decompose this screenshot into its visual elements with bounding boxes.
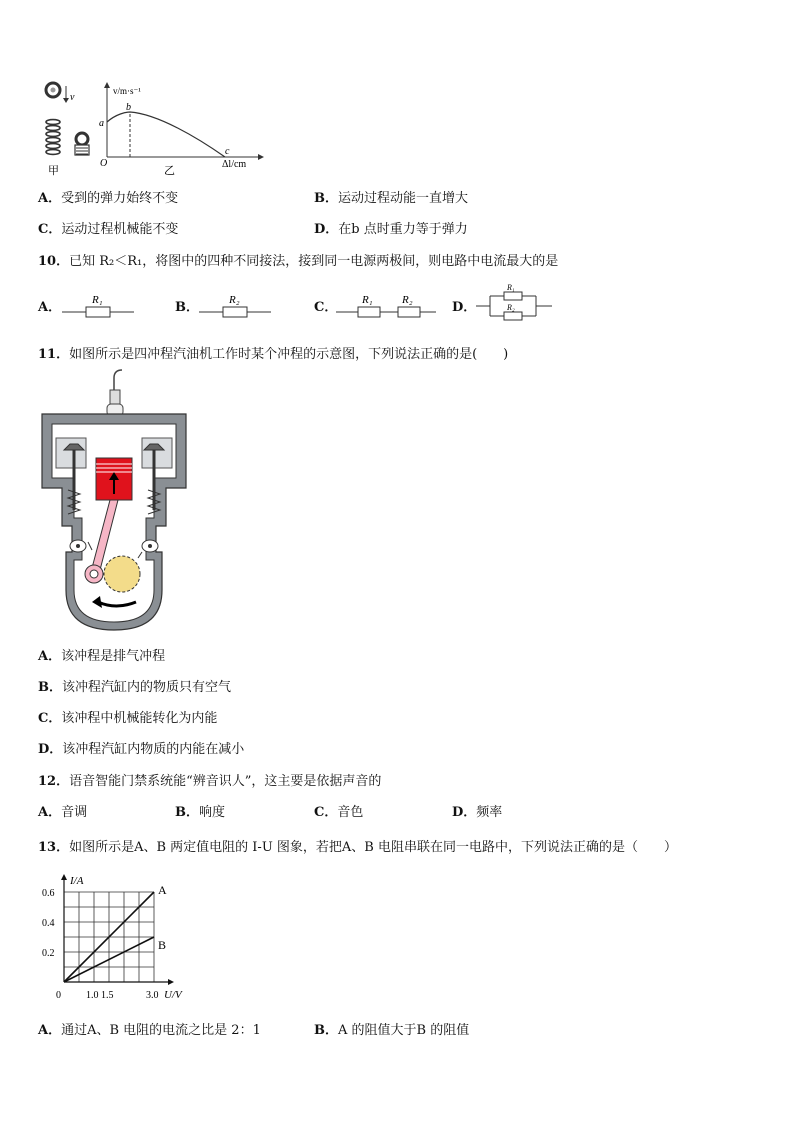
q10-circuit-b [199,288,275,322]
q9-option-a [38,187,178,206]
crank-disc [104,556,140,592]
x-axis-label: Δl/cm [222,159,247,170]
exhaust-port [142,438,172,468]
label-yi: 乙 [164,165,175,177]
q9-option-c [38,218,178,237]
q13-number: 13． [38,840,70,855]
y-axis-arrow [61,874,67,880]
q9-option-d [314,218,468,237]
q9-option-b-text: 运动过程动能一直增大 [338,191,469,206]
point-b-label: b [126,102,131,113]
q12-option-a-text: 音调 [61,805,88,820]
q10-option-d-letter: D． [452,300,477,315]
q11-option-a-letter: A． [38,649,62,664]
q10-circuit-d [476,282,556,324]
iu-chart-svg [38,868,198,1006]
q12-option-c-text: 音色 [337,805,364,820]
q11-option-b-letter: B． [38,680,62,695]
q13-option-b-text: A 的阻值大于B 的阻值 [338,1023,470,1038]
q13-stem [38,836,677,855]
q12-option-d [452,801,502,820]
q12-option-c-letter: C． [314,805,338,820]
y-tick-label: 0.6 [42,888,55,899]
y-axis-arrow [104,82,110,88]
q12-number: 12． [38,774,70,789]
q10-option-a [38,288,138,322]
q10-option-a-letter: A． [38,300,62,315]
q12-option-a [38,801,87,820]
q11-option-d-letter: D． [38,742,63,757]
q9-option-a-text: 受到的弹力始终不变 [61,191,179,206]
q10-option-c [314,288,439,322]
x-axis-arrow [168,979,174,985]
spark-plug-icon [110,390,120,404]
y-tick-label: 0.2 [42,948,55,959]
y-tick-label: 0.4 [42,918,55,929]
y-axis-label: I/A [70,875,84,887]
q13-option-a [38,1019,261,1038]
q9-option-b [314,187,468,206]
q13-option-a-text: 通过A、B 电阻的电流之比是 2：1 [61,1023,261,1038]
resistor-label-1: R₁ [507,283,515,292]
q9-option-b-letter: B． [314,191,338,206]
q9-figure-svg [38,78,268,182]
spark-plug-wire [114,370,122,390]
q13-option-b-letter: B． [314,1023,338,1038]
q11-option-c-text: 该冲程中机械能转化为内能 [61,711,218,726]
q10-number: 10． [38,254,70,269]
q9-figure [38,78,268,182]
q9-option-c-text: 运动过程机械能不变 [61,222,179,237]
resistor-label: R₂ [229,294,240,306]
q10-option-d [452,282,562,324]
q11-stem [38,343,508,362]
x-tick-label: 1.0 [86,990,99,1001]
exhaust-cam-pin [148,544,152,548]
q13-option-b [314,1019,469,1038]
q10-option-b-letter: B． [175,300,199,315]
q11-option-b-text: 该冲程汽缸内的物质只有空气 [62,680,232,695]
q13-option-a-letter: A． [38,1023,62,1038]
q11-option-c-letter: C． [38,711,62,726]
q11-option-d-text: 该冲程汽缸内物质的内能在减小 [62,742,245,757]
x-tick-label: 3.0 [146,990,159,1001]
engine-diagram [38,368,190,634]
q12-option-d-text: 频率 [476,805,503,820]
resistor-label-2: R₂ [507,303,515,312]
crank-pin-hole [90,570,98,578]
q9-option-d-letter: D． [314,222,339,237]
y-axis-label: v/m·s⁻¹ [113,86,141,96]
velocity-arrowhead [63,98,69,103]
q10-option-b [175,288,275,322]
q11-option-a [38,645,165,664]
q10-option-c-letter: C． [314,300,338,315]
q12-option-b [175,801,225,820]
engine-diagram-svg [38,368,190,634]
q9-option-c-letter: C． [38,222,62,237]
q10-stem [38,250,558,269]
q10-circuit-c [336,288,436,322]
q9-option-d-text: 在b 点时重力等于弹力 [338,222,468,237]
q12-option-c [314,801,363,820]
point-c-label: c [225,146,230,157]
x-tick-label: 0 [56,990,61,1001]
q12-text: 语音智能门禁系统能“辨音识人”，这主要是依据声音的 [69,774,382,789]
q11-number: 11． [38,347,70,362]
origin-label: O [100,158,108,169]
series-label-b: B [158,938,167,952]
resistor-label: R₁ [92,294,103,306]
spring-icon [46,120,60,155]
q9-option-a-letter: A． [38,191,62,206]
velocity-label: v [70,92,75,103]
ball-core [51,88,56,93]
q12-option-b-letter: B． [175,805,199,820]
series-label-a: A [158,883,167,897]
intake-port [56,438,86,468]
intake-cam-pin [76,544,80,548]
label-jia: 甲 [48,165,59,177]
q12-option-a-letter: A． [38,805,62,820]
q12-option-b-text: 响度 [199,805,226,820]
q10-text: 已知 R₂＜R₁，将图中的四种不同接法，接到同一电源两极间，则电路中电流最大的是 [69,254,559,269]
q12-stem [38,770,381,789]
x-axis-arrow [258,154,264,160]
resistor-label-1: R₁ [362,294,373,306]
velocity-curve [107,112,225,157]
q11-option-b [38,676,231,695]
x-axis-label: U/V [164,989,182,1001]
x-tick-label: 1.5 [101,990,114,1001]
ball-on-spring-icon [75,133,89,155]
iu-chart [38,868,198,1006]
q11-option-d [38,738,244,757]
point-a-label: a [99,118,104,129]
resistor-label-2: R₂ [402,294,413,306]
q11-option-c [38,707,217,726]
q13-text: 如图所示是A、B 两定值电阻的 I-U 图象，若把A、B 电阻串联在同一电路中，下列说法正确的是（ ） [69,840,677,855]
q11-text: 如图所示是四冲程汽油机工作时某个冲程的示意图，下列说法正确的是( ) [69,347,509,362]
q12-option-d-letter: D． [452,805,477,820]
q10-circuit-a [62,288,138,322]
q11-option-a-text: 该冲程是排气冲程 [61,649,166,664]
